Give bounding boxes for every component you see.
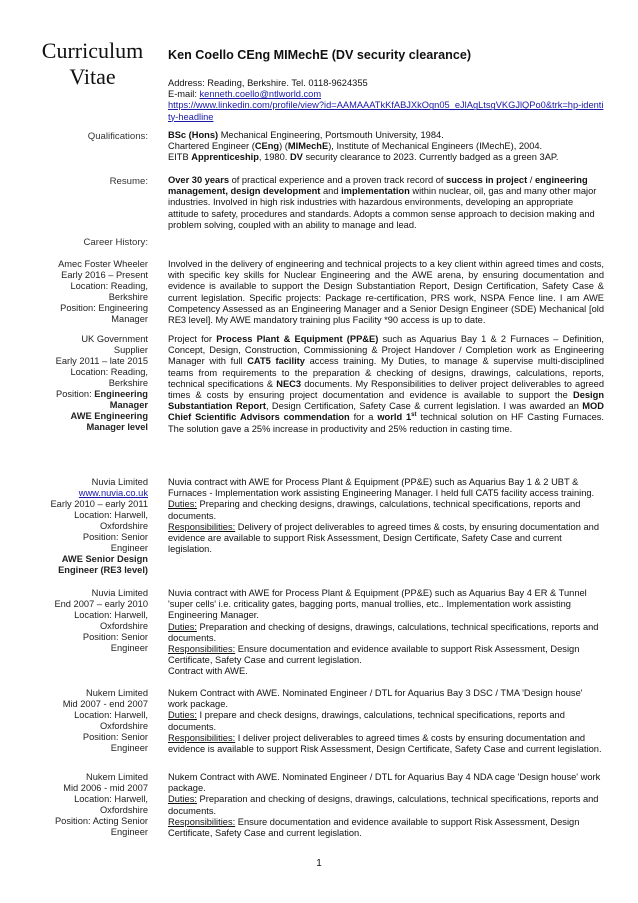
nuvia2-left: [30, 588, 148, 654]
resume-label: Resume:: [109, 176, 148, 187]
linkedin-link[interactable]: https://www.linkedin.com/profile/view?id=AAMAAATkKfABJXkOgn05_eJlAgLtsgVKGJlQPo0&trk=hp-identity-headline: [168, 100, 604, 122]
nuvia2-dates: End 2007 – early 2010: [54, 599, 148, 609]
linkedin-line: [168, 100, 604, 122]
nukem2-duties: [168, 794, 604, 816]
ukgov-left: [30, 334, 148, 433]
amec-text: Involved in the delivery of engineering and technical projects to a key client within agreed times and costs, with specific key skills for Nuclear Engineering and the AWE arena, by ensuring documentation and evidence is available to support the Design Substantiation Report, Design Certification, Safety Case & current legislation. Specific projects: Package re-certification, PRS work, NSPA Fence line. I am AWE Competency Assessed as an Engineering Manager and a Senior Design Engineer (SDE) Mechanical [old RE3 level]. My AWE mandatory training plus Facility *90 access is up to date.: [168, 259, 604, 326]
nuvia2-location: Location: Harwell,: [74, 610, 148, 620]
ceng-c: ) (: [279, 141, 288, 152]
ukgov-b5: MOD Chief Scientific Advisors commendation: [168, 401, 604, 423]
contact-block: [168, 78, 604, 123]
nukem2-summary: Nukem Contract with AWE. Nominated Engineer / DTL for Aquarius Bay 4 NDA cage 'Design house' work package.: [168, 772, 601, 794]
nuvia2-responsibilities: [168, 644, 604, 666]
qualification-degree: [168, 130, 604, 141]
amec-location: Location: Reading,: [70, 281, 148, 291]
amec-county: Berkshire: [108, 292, 148, 302]
nuvia1-dates: Early 2010 – early 2011: [50, 499, 148, 509]
amec-position-cont: Manager: [111, 314, 148, 324]
nukem1-text: [168, 688, 604, 755]
ukgov-sup: st: [411, 412, 417, 419]
ukgov-company: UK Government: [81, 334, 148, 344]
resume-b4: implementation: [341, 186, 410, 197]
nuvia1-duties-label: Duties:: [168, 499, 197, 510]
nukem2-resp-label: Responsibilities:: [168, 816, 236, 827]
resume-block: [168, 175, 604, 231]
qualification-eitb: [168, 152, 604, 163]
nukem2-left: [30, 772, 148, 838]
candidate-name: Ken Coello CEng MIMechE (DV security clearance): [168, 48, 472, 62]
amec-left: [30, 259, 148, 325]
resume-t2: /: [527, 175, 535, 185]
nukem2-company: Nukem Limited: [85, 772, 148, 782]
nukem1-responsibilities: [168, 733, 604, 755]
nukem1-position: Position: Senior: [82, 732, 148, 742]
email-link[interactable]: kenneth.coello@ntlworld.com: [199, 89, 322, 100]
ukgov-t1: Project for: [168, 334, 217, 344]
nukem2-text: [168, 772, 604, 839]
nukem1-left: [30, 688, 148, 754]
ukgov-text: [168, 334, 604, 435]
nuvia1-resp-text: Delivery of project deliverables to agreed times & costs, by ensuring documentation and evidence are available to support Risk Assessment, Design Certificate, Safety Case and current legislation.: [168, 521, 599, 555]
nukem1-dates: Mid 2007 - end 2007: [62, 699, 148, 709]
nuvia2-summary: Nuvia contract with AWE for Process Plant & Equipment (PP&E) such as Aquarius Bay 4 ER & Tunnel 'super cells' i.e. criticality gates, bagging ports, manual trollies, etc.. Implementation work assisting Engineering Manager.: [168, 588, 587, 621]
resume-b2: success in project: [446, 175, 528, 185]
ukgov-b1: Process Plant & Equipment (PP&E): [216, 334, 379, 344]
eitb-d: DV: [289, 152, 303, 163]
resume-t4: within nuclear, oil, gas and many other major industries. Involved in high risk industries with hazardous environments, developing an appropriate attitude to safety, procedures and standards. Adopts a common sense approach to decision making and problem solving, coupled with an ability to manage and lead.: [168, 186, 597, 230]
nukem1-duties-label: Duties:: [168, 710, 197, 721]
ukgov-county: Berkshire: [108, 378, 148, 388]
ukgov-position-b1: Engineering: [94, 389, 148, 399]
amec-position: Position: Engineering: [60, 303, 148, 313]
amec-company: Amec Foster Wheeler: [58, 259, 148, 269]
nuvia2-contract: Contract with AWE.: [168, 666, 248, 677]
nukem2-location: Location: Harwell,: [74, 794, 148, 804]
nukem1-resp-text: I deliver project deliverables to agreed times & costs by ensuring documentation and evidence is available to support Risk Assessment, Design Certificate, Safety Case and current legislation.: [168, 732, 602, 755]
ukgov-position-label: Position:: [56, 389, 95, 399]
nuvia1-company: Nuvia Limited: [91, 477, 148, 487]
ukgov-company-cont: Supplier: [113, 345, 148, 355]
nukem1-resp-label: Responsibilities:: [168, 732, 236, 743]
degree-rest: Mechanical Engineering, Portsmouth University, 1984.: [218, 130, 444, 140]
amec-dates: Early 2016 – Present: [61, 270, 148, 280]
ukgov-t7: technical solution on HF Casting Furnaces. The solution gave a 25% increase in productivity and 25% reduction in casting time.: [168, 412, 604, 434]
nukem1-duties: [168, 710, 604, 732]
cv-title: [30, 38, 155, 90]
nukem1-location: Location: Harwell,: [74, 710, 148, 720]
eitb-c: , 1980.: [258, 152, 290, 163]
ukgov-t3: access training. My Duties, to manage & supervise multi-disciplined teams from requirements to the preparation & checking of designs, drawings, calculations, reports, technical specifications &: [168, 356, 605, 389]
ceng-b: CEng: [254, 141, 280, 152]
nuvia1-location: Location: Harwell,: [74, 510, 148, 520]
ukgov-b4: Design Substantiation Report: [168, 390, 604, 412]
nuvia-website-link[interactable]: www.nuvia.co.uk: [78, 488, 148, 498]
nuvia2-resp-text: Ensure documentation and evidence available to support Risk Assessment, Design Certificate, Safety Case and current legislation.: [168, 644, 580, 666]
nuvia1-level: AWE Senior Design: [61, 554, 148, 564]
nukem2-resp-text: Ensure documentation and evidence available to support Risk Assessment, Design Certificate, Safety Case and current legislation.: [168, 816, 580, 839]
ceng-e: ), Institute of Mechanical Engineers (IMechE), 2004.: [328, 141, 543, 152]
ukgov-dates: Early 2011 – late 2015: [55, 356, 148, 366]
nuvia1-resp-label: Responsibilities:: [168, 521, 236, 532]
qualifications-label: Qualifications:: [87, 131, 148, 142]
ceng-d: MIMechE: [287, 141, 329, 152]
nukem2-responsibilities: [168, 817, 604, 839]
nukem2-position: Position: Acting Senior: [54, 816, 148, 826]
nuvia1-position: Position: Senior: [82, 532, 148, 542]
nuvia2-county: Oxfordshire: [99, 621, 148, 631]
nuvia2-resp-label: Responsibilities:: [168, 644, 236, 655]
nuvia1-position-cont: Engineer: [110, 543, 148, 553]
nuvia1-responsibilities: [168, 522, 604, 556]
resume-b1: Over 30 years: [168, 175, 229, 185]
nukem1-duties-text: I prepare and check designs, drawings, calculations, technical specifications, reports and documents.: [168, 710, 565, 732]
nukem1-summary: Nukem Contract with AWE. Nominated Engineer / DTL for Aquarius Bay 3 DSC / TMA 'Design house' work package.: [168, 688, 583, 710]
nuvia2-duties-text: Preparation and checking of designs, drawings, calculations, technical specifications, reports and documents.: [168, 621, 599, 643]
address: Address: Reading, Berkshire. Tel. 0118-9624355: [168, 78, 368, 88]
nukem1-position-cont: Engineer: [110, 743, 148, 753]
eitb-e: security clearance to 2023. Currently badged as a green 3AP.: [302, 152, 559, 163]
ukgov-position-b4: Manager level: [86, 422, 148, 432]
nuvia2-text: [168, 588, 604, 678]
ukgov-t5: , Design Certification, Safety Case & current legislation. I was awarded an: [265, 401, 583, 412]
ukgov-position-b2: Manager: [109, 400, 148, 410]
ukgov-position: [30, 389, 148, 400]
nukem2-position-cont: Engineer: [110, 827, 148, 837]
ukgov-b3: NEC3: [276, 378, 302, 389]
resume-b3: engineering management, design development: [168, 175, 588, 197]
qualification-ceng: [168, 141, 604, 152]
ukgov-b6: world 1: [377, 412, 412, 423]
email-line: [168, 89, 604, 100]
nuvia1-level-cont: Engineer (RE3 level): [58, 565, 148, 575]
nuvia2-company: Nuvia Limited: [91, 588, 148, 598]
eitb-a: EITB: [168, 152, 192, 163]
nukem1-county: Oxfordshire: [99, 721, 148, 731]
ukgov-position-b3: AWE Engineering: [70, 411, 148, 421]
ceng-a: Chartered Engineer (: [168, 141, 255, 152]
qualifications-block: [168, 130, 604, 164]
resume-t1: of practical experience and a proven track record of: [229, 175, 447, 185]
degree-bold: BSc (Hons): [168, 130, 219, 140]
nuvia2-position-cont: Engineer: [110, 643, 148, 653]
nuvia2-position: Position: Senior: [82, 632, 148, 642]
nuvia1-duties-text: Preparing and checking designs, drawings, calculations, technical specifications, reports and documents.: [168, 499, 581, 521]
ukgov-t4: documents. My Responsibilities to deliver project deliverables to agreed times & costs by ensuring project documentation and evidence is available to support the: [168, 378, 605, 401]
nukem2-duties-text: Preparation and checking of designs, drawings, calculations, technical specifications, reports and documents.: [168, 794, 599, 816]
career-history-label: Career History:: [83, 237, 148, 248]
nuvia2-duties-label: Duties:: [168, 621, 197, 632]
email-label: E-mail:: [168, 89, 200, 100]
nukem2-dates: Mid 2006 - mid 2007: [63, 783, 148, 793]
nukem2-county: Oxfordshire: [99, 805, 148, 815]
resume-t3: and: [320, 186, 342, 197]
nuvia2-duties: [168, 622, 604, 644]
ukgov-t2: such as Aquarius Bay 1 & 2 Furnaces – Definition, Concept, Design, Construction, Commissioning & Project Handover / Completion work as Engineering Manager with full: [168, 334, 604, 367]
page-number: 1: [316, 858, 322, 869]
ukgov-b2: CAT5 facility: [247, 356, 305, 367]
nuvia1-duties: [168, 499, 604, 521]
eitb-b: Apprenticeship: [191, 152, 259, 163]
nuvia1-summary: Nuvia contract with AWE for Process Plant & Equipment (PP&E) such as Aquarius Bay 1 & 2 UBT & Furnaces - Implementation work assisting Engineering Manager. I held full CAT5 facility access training.: [168, 477, 595, 499]
ukgov-t6: for a: [349, 412, 378, 423]
nuvia1-county: Oxfordshire: [99, 521, 148, 531]
nuvia1-left: [30, 477, 148, 576]
cv-title-line2: Vitae: [69, 64, 116, 89]
nuvia1-text: [168, 477, 604, 555]
nukem2-duties-label: Duties:: [168, 794, 197, 805]
cv-title-line1: Curriculum: [41, 38, 144, 63]
resume-text: [168, 175, 604, 231]
nukem1-company: Nukem Limited: [85, 688, 148, 698]
ukgov-location: Location: Reading,: [70, 367, 148, 377]
